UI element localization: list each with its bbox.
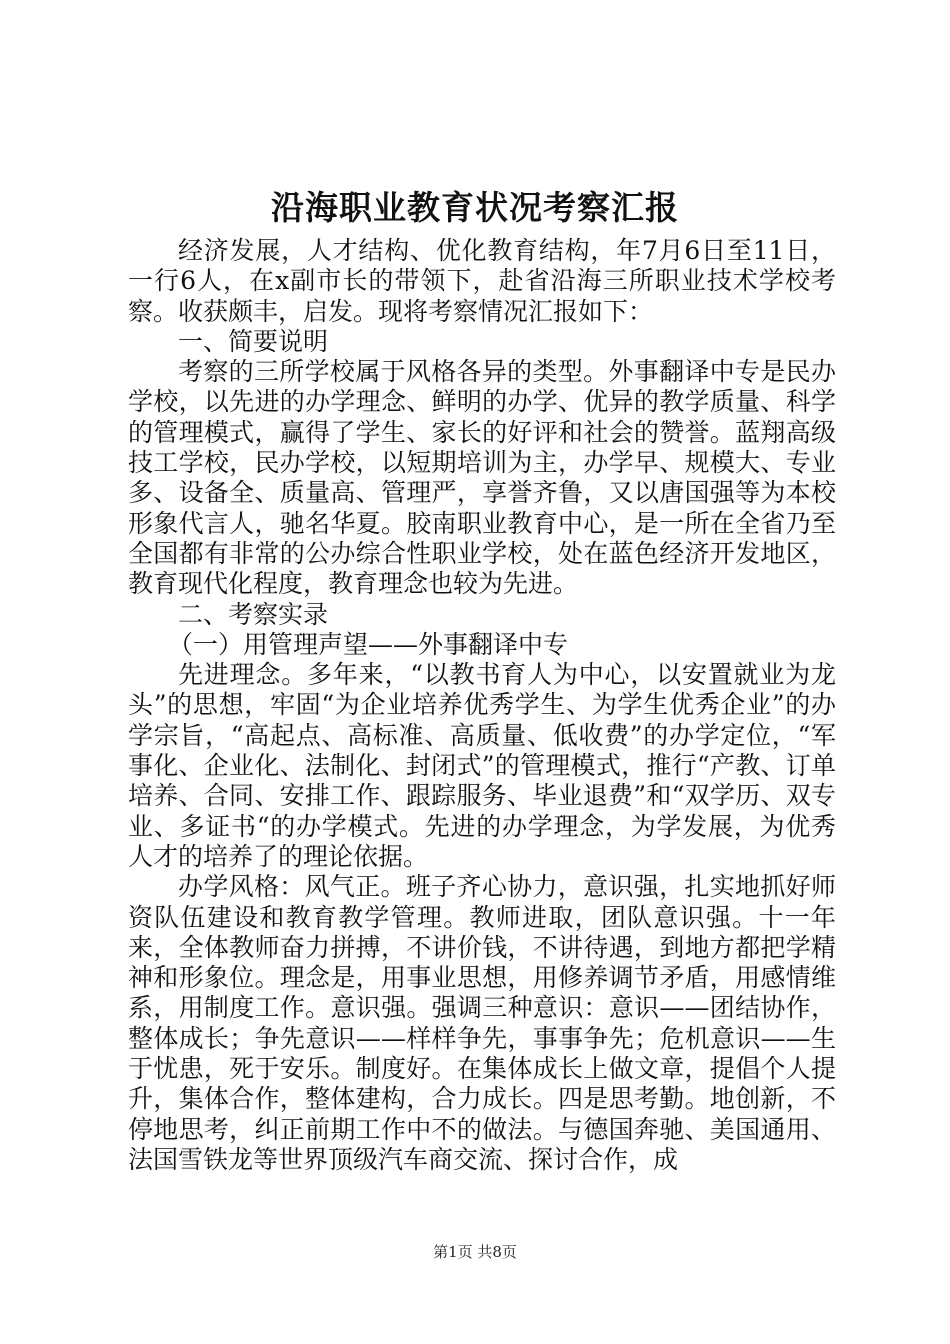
document-body [128, 236, 836, 1175]
summary-paragraph: 考察的三所学校属于风格各异的类型。外事翻译中专是民办学校，以先进的办学理念、鲜明的办学、优异的教学质量、科学的管理模式，赢得了学生、家长的好评和社会的赞誉。蓝翔高级技工学校，民办学校，以短期培训为主，办学早、规模大、专业多、设备全、质量高、管理严，享誉齐鲁，又以唐国强等为本校形象代言人，驰名华夏。胶南职业教育中心，是一所在全省乃至全国都有非常的公办综合性职业学校，处在蓝色经济开发地区，教育现代化程度，教育理念也较为先进。 [128, 357, 836, 599]
document-title: 沿海职业教育状况考察汇报 [271, 188, 679, 227]
section-heading-records: 二、考察实录 [178, 599, 329, 629]
section-heading-summary: 一、简要说明 [178, 326, 329, 356]
subsection-heading-waishi: （一）用管理声望——外事翻译中专 [168, 629, 569, 659]
intro-paragraph: 经济发展，人才结构、优化教育结构，年7月6日至11日，一行6人，在x副市长的带领下，赴省沿海三所职业技术学校考察。收获颇丰，启发。现将考察情况汇报如下： [128, 236, 836, 326]
philosophy-paragraph: 先进理念。多年来，“以教书育人为中心，以安置就业为龙头”的思想，牢固“为企业培养优秀学生、为学生优秀企业”的办学宗旨，“高起点、高标准、高质量、低收费”的办学定位，“军事化、企业化、法制化、封闭式”的管理模式，推行“产教、订单培养、合同、安排工作、跟踪服务、毕业退费”和“双学历、双专业、多证书“的办学模式。先进的办学理念，为学发展，为优秀人才的培养了的理论依据。 [128, 660, 836, 871]
style-paragraph: 办学风格：风气正。班子齐心协力，意识强，扎实地抓好师资队伍建设和教育教学管理。教师进取，团队意识强。十一年来，全体教师奋力拼搏，不讲价钱，不讲待遇，到地方都把学精神和形象位。理念是，用事业思想，用修养调节矛盾，用感情维系，用制度工作。意识强。强调三种意识：意识——团结协作，整体成长；争先意识——样样争先，事事争先；危机意识——生于忧患，死于安乐。制度好。在集体成长上做文章，提倡个人提升，集体合作，整体建构，合力成长。四是思考勤。地创新，不停地思考，纠正前期工作中不的做法。与德国奔驰、美国通用、法国雪铁龙等世界顶级汽车商交流、探讨合作，成 [128, 872, 836, 1174]
page-number-footer: 第1页 共8页 [433, 1243, 517, 1261]
